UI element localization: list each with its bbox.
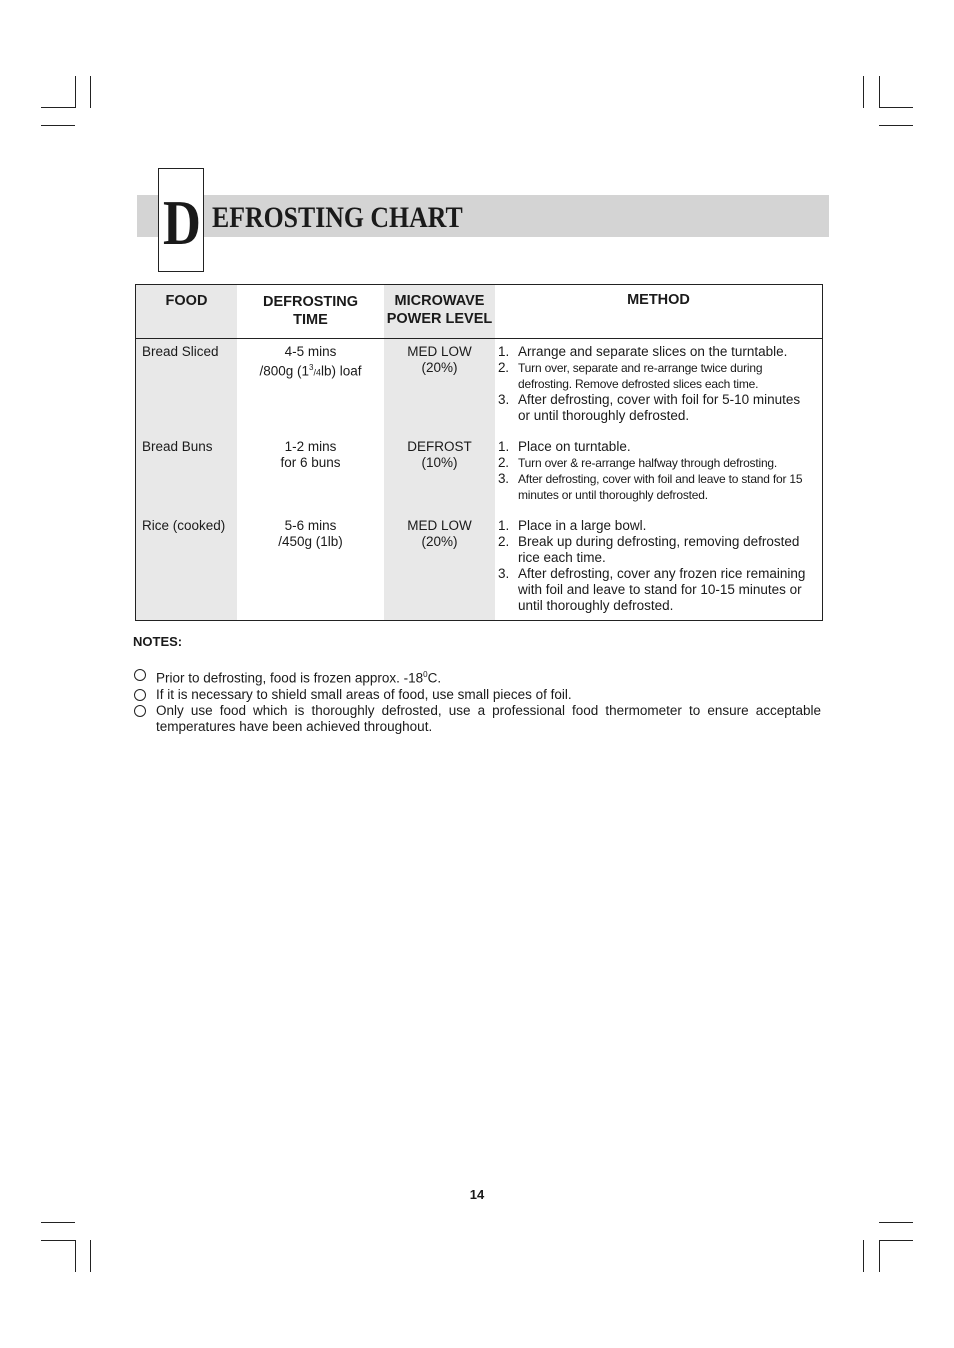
defrosting-table <box>135 284 823 621</box>
crop-mark <box>879 1222 913 1223</box>
power-bread-sliced: MED LOW (20%) <box>407 344 472 375</box>
power-rice-cooked: MED LOW (20%) <box>407 518 472 549</box>
crop-mark <box>879 125 913 126</box>
crop-mark <box>75 1240 76 1272</box>
method-step: 1. Place in a large bowl. <box>498 518 647 533</box>
method-step: 2. Turn over & re-arrange halfway through defrosting. <box>498 455 778 470</box>
column-header-power-level: MICROWAVE POWER LEVEL <box>386 293 493 327</box>
title-dropcap: D <box>162 187 201 258</box>
column-header-defrosting-time: DEFROSTING TIME <box>262 294 359 328</box>
circle-bullet-icon <box>134 689 146 701</box>
method-step: 1. Place on turntable. <box>498 439 631 454</box>
crop-mark <box>41 107 75 108</box>
page-title: EFROSTING CHART <box>212 201 463 234</box>
notes-list <box>133 667 821 735</box>
food-bread-buns: Bread Buns <box>142 439 213 454</box>
crop-mark <box>41 1222 75 1223</box>
crop-mark <box>879 1240 880 1272</box>
method-step: 2. Turn over, separate and re-arrange twice during defrosting. Remove defrosted slices each time. <box>498 360 763 391</box>
crop-mark <box>90 76 91 108</box>
crop-mark <box>879 1240 913 1241</box>
food-bread-sliced: Bread Sliced <box>142 344 219 359</box>
notes-title: NOTES: <box>133 634 183 649</box>
column-header-food: FOOD <box>165 293 208 309</box>
power-bread-buns: DEFROST (10%) <box>407 439 472 470</box>
dropcap-box <box>158 168 204 272</box>
food-rice-cooked: Rice (cooked) <box>142 518 226 533</box>
circle-bullet-icon <box>134 705 146 717</box>
time-bread-sliced: 4-5 mins /800g $(1^3/4lb)$ loaf <box>259 344 362 379</box>
crop-mark <box>75 76 76 108</box>
method-bread-buns <box>498 439 810 503</box>
crop-mark <box>879 76 880 108</box>
crop-mark <box>41 125 75 126</box>
method-bread-sliced <box>498 344 810 424</box>
method-step: 3. After defrosting, cover with foil and leave to stand for 15 minutes or until thoroughly defrosted. <box>498 471 803 502</box>
time-bread-buns: 1-2 mins for 6 buns <box>280 439 341 470</box>
method-rice-cooked <box>498 518 810 614</box>
note-item: Prior to defrosting, food is frozen approx. $-18^0C$. <box>133 667 821 687</box>
header-divider <box>136 338 822 339</box>
circle-bullet-icon <box>134 669 146 681</box>
time-rice-cooked: 5-6 mins /450g (1lb) <box>278 518 343 549</box>
page-number: 14 <box>469 1187 485 1202</box>
method-step: 1. Arrange and separate slices on the turntable. <box>498 344 788 359</box>
column-header-method: METHOD <box>627 292 690 308</box>
method-step: 3. After defrosting, cover with foil for 5-10 minutes or until thoroughly defrosted. <box>498 392 801 423</box>
method-step: 3. After defrosting, cover any frozen rice remaining with foil and leave to stand for 10-15 minutes or until thoroughly defrosted. <box>498 566 806 613</box>
crop-mark <box>879 107 913 108</box>
crop-mark <box>863 1240 864 1272</box>
crop-mark <box>863 76 864 108</box>
crop-mark <box>41 1240 75 1241</box>
method-step: 2. Break up during defrosting, removing defrosted rice each time. <box>498 534 800 565</box>
note-item: If it is necessary to shield small areas of food, use small pieces of foil. <box>133 687 821 703</box>
crop-mark <box>90 1240 91 1272</box>
note-item: Only use food which is thoroughly defrosted, use a professional food thermometer to ensure acceptable temperatures have been achieved throughout. <box>133 703 821 735</box>
